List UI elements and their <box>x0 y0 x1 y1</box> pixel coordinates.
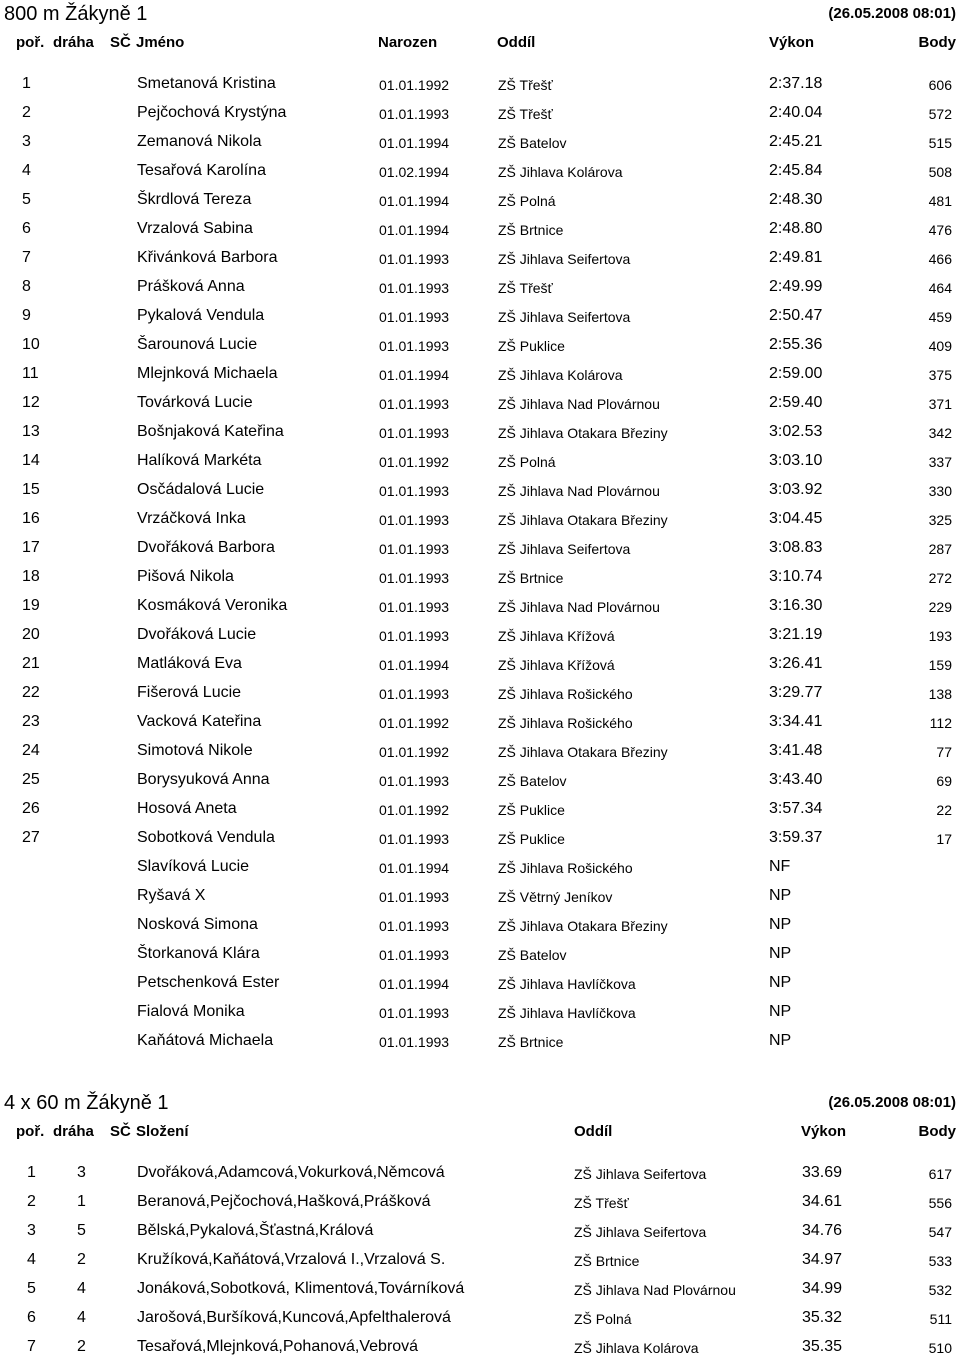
birth-date: 01.01.1992 <box>379 802 450 818</box>
points: 229 <box>928 599 952 615</box>
points: 481 <box>928 193 952 209</box>
place: 5 <box>22 191 31 208</box>
col-club: Oddíl <box>497 34 536 51</box>
result-time: 3:03.92 <box>769 481 823 498</box>
place: 7 <box>22 249 31 266</box>
birth-date: 01.01.1993 <box>379 831 450 847</box>
points: 17 <box>936 831 952 847</box>
points: 287 <box>928 541 952 557</box>
club: ZŠ Jihlava Nad Plovárnou <box>498 483 660 499</box>
place: 18 <box>22 568 40 585</box>
result-row <box>0 619 960 648</box>
athlete-name: Vrzalová Sabina <box>137 220 253 237</box>
points: 510 <box>928 1340 952 1356</box>
athlete-name: Matláková Eva <box>137 655 242 672</box>
result-time: 2:59.00 <box>769 365 823 382</box>
points: 547 <box>928 1224 952 1240</box>
birth-date: 01.01.1994 <box>379 367 450 383</box>
result-time: 2:48.80 <box>769 220 823 237</box>
result-time: 3:10.74 <box>769 568 823 585</box>
relay-col-place: poř. <box>16 1123 45 1140</box>
team-members: Bělská,Pykalová,Šťastná,Králová <box>137 1222 374 1239</box>
athlete-name: Továrková Lucie <box>137 394 253 411</box>
place: 17 <box>22 539 40 556</box>
result-time: 2:55.36 <box>769 336 823 353</box>
athlete-name: Šarounová Lucie <box>137 336 258 353</box>
athlete-name: Halíková Markéta <box>137 452 262 469</box>
result-row <box>0 851 960 880</box>
team-members: Tesařová,Mlejnková,Pohanová,Vebrová <box>137 1338 419 1355</box>
club: ZŠ Jihlava Kolárova <box>574 1340 699 1356</box>
result-row <box>0 184 960 213</box>
athlete-name: Borysyuková Anna <box>137 771 270 788</box>
result-time: NP <box>769 945 792 962</box>
result-time: 3:26.41 <box>769 655 823 672</box>
result-row <box>0 503 960 532</box>
result-time: 2:48.30 <box>769 191 823 208</box>
points: 22 <box>936 802 952 818</box>
club: ZŠ Polná <box>498 454 556 470</box>
birth-date: 01.01.1993 <box>379 338 450 354</box>
result-time: NP <box>769 1032 792 1049</box>
birth-date: 01.01.1993 <box>379 599 450 615</box>
result-row <box>0 590 960 619</box>
club: ZŠ Větrný Jeníkov <box>498 889 613 905</box>
points: 193 <box>928 628 952 644</box>
result-row <box>0 474 960 503</box>
lane: 4 <box>77 1309 86 1326</box>
club: ZŠ Jihlava Otakara Březiny <box>498 425 668 441</box>
athlete-name: Křivánková Barbora <box>137 249 278 266</box>
athlete-name: Smetanová Kristina <box>137 75 276 92</box>
points: 112 <box>929 715 952 731</box>
result-time: 2:50.47 <box>769 307 823 324</box>
lane: 4 <box>77 1280 86 1297</box>
points: 159 <box>928 657 952 673</box>
col-lane: dráha <box>53 34 94 51</box>
place: 6 <box>22 220 31 237</box>
result-row <box>0 271 960 300</box>
place: 4 <box>22 162 31 179</box>
club: ZŠ Jihlava Nad Plovárnou <box>498 599 660 615</box>
col-born: Narozen <box>378 34 438 51</box>
result-time: 33.69 <box>802 1164 843 1181</box>
result-time: NP <box>769 887 792 904</box>
place: 19 <box>22 597 40 614</box>
result-time: 3:34.41 <box>769 713 823 730</box>
athlete-name: Osčádalová Lucie <box>137 481 265 498</box>
result-time: 2:49.81 <box>769 249 823 266</box>
birth-date: 01.02.1994 <box>379 164 450 180</box>
birth-date: 01.01.1994 <box>379 193 450 209</box>
result-row <box>0 938 960 967</box>
place: 6 <box>27 1309 36 1326</box>
athlete-name: Mlejnková Michaela <box>137 365 278 382</box>
points: 337 <box>928 454 952 470</box>
team-members: Jarošová,Buršíková,Kuncová,Apfelthalerová <box>137 1309 451 1326</box>
col-num: SČ <box>110 34 131 51</box>
points: 572 <box>928 106 952 122</box>
birth-date: 01.01.1994 <box>379 860 450 876</box>
result-row <box>0 329 960 358</box>
club: ZŠ Jihlava Otakara Březiny <box>498 512 668 528</box>
place: 4 <box>27 1251 36 1268</box>
place: 11 <box>22 365 39 382</box>
result-time: 2:45.84 <box>769 162 823 179</box>
result-row <box>0 822 960 851</box>
club: ZŠ Jihlava Rošického <box>498 860 633 876</box>
club: ZŠ Jihlava Seifertova <box>498 309 631 325</box>
points: 459 <box>928 309 952 325</box>
points: 617 <box>928 1166 952 1182</box>
result-time: NF <box>769 858 791 875</box>
points: 466 <box>928 251 952 267</box>
birth-date: 01.01.1993 <box>379 570 450 586</box>
result-time: 2:59.40 <box>769 394 823 411</box>
club: ZŠ Jihlava Křížová <box>498 628 615 644</box>
points: 515 <box>928 135 952 151</box>
result-time: 2:45.21 <box>769 133 823 150</box>
club: ZŠ Jihlava Rošického <box>498 715 633 731</box>
club: ZŠ Puklice <box>498 831 565 847</box>
result-time: 3:43.40 <box>769 771 823 788</box>
place: 27 <box>22 829 40 846</box>
points: 409 <box>928 338 952 354</box>
points: 532 <box>928 1282 952 1298</box>
result-time: 3:29.77 <box>769 684 823 701</box>
result-row <box>0 735 960 764</box>
relay-row <box>0 1273 960 1302</box>
athlete-name: Ryšavá X <box>137 887 206 904</box>
club: ZŠ Batelov <box>498 947 567 963</box>
result-time: 35.35 <box>802 1338 843 1355</box>
athlete-name: Škrdlová Tereza <box>137 191 252 208</box>
birth-date: 01.01.1994 <box>379 222 450 238</box>
club: ZŠ Puklice <box>498 338 565 354</box>
points: 533 <box>928 1253 952 1269</box>
club: ZŠ Jihlava Seifertova <box>498 541 631 557</box>
result-time: 34.99 <box>802 1280 843 1297</box>
points: 556 <box>928 1195 952 1211</box>
birth-date: 01.01.1993 <box>379 251 450 267</box>
club: ZŠ Jihlava Nad Plovárnou <box>498 396 660 412</box>
place: 15 <box>22 481 40 498</box>
result-time: 3:03.10 <box>769 452 823 469</box>
athlete-name: Vrzáčková Inka <box>137 510 246 527</box>
place: 5 <box>27 1280 36 1297</box>
points: 342 <box>928 425 952 441</box>
club: ZŠ Brtnice <box>574 1253 640 1269</box>
birth-date: 01.01.1994 <box>379 657 450 673</box>
relay-row <box>0 1157 960 1186</box>
relay-col-team: Složení <box>136 1123 189 1140</box>
athlete-name: Petschenková Ester <box>137 974 280 991</box>
result-time: 34.97 <box>802 1251 843 1268</box>
result-time: NP <box>769 974 792 991</box>
result-time: 3:57.34 <box>769 800 823 817</box>
athlete-name: Zemanová Nikola <box>137 133 262 150</box>
athlete-name: Sobotková Vendula <box>137 829 275 846</box>
athlete-name: Prášková Anna <box>137 278 245 295</box>
club: ZŠ Jihlava Seifertova <box>574 1166 707 1182</box>
relay-row <box>0 1186 960 1215</box>
points: 138 <box>928 686 952 702</box>
result-row <box>0 561 960 590</box>
points: 272 <box>928 570 952 586</box>
result-row <box>0 677 960 706</box>
points: 508 <box>928 164 952 180</box>
result-row <box>0 416 960 445</box>
result-time: 3:02.53 <box>769 423 823 440</box>
result-row <box>0 126 960 155</box>
place: 24 <box>22 742 40 759</box>
place: 10 <box>22 336 40 353</box>
col-place: poř. <box>16 34 45 51</box>
result-row <box>0 909 960 938</box>
athlete-name: Kaňátová Michaela <box>137 1032 274 1049</box>
athlete-name: Pykalová Vendula <box>137 307 265 324</box>
relay-col-points: Body <box>918 1123 956 1140</box>
club: ZŠ Třešť <box>574 1195 629 1211</box>
club: ZŠ Brtnice <box>498 1034 564 1050</box>
club: ZŠ Jihlava Kolárova <box>498 367 623 383</box>
place: 2 <box>22 104 31 121</box>
relay-row <box>0 1331 960 1360</box>
result-time: 35.32 <box>802 1309 843 1326</box>
place: 26 <box>22 800 40 817</box>
result-time: 3:59.37 <box>769 829 823 846</box>
relay-date: (26.05.2008 08:01) <box>828 1094 956 1111</box>
lane: 2 <box>77 1338 86 1355</box>
club: ZŠ Brtnice <box>498 222 564 238</box>
col-name: Jméno <box>136 34 185 51</box>
place: 22 <box>22 684 40 701</box>
birth-date: 01.01.1994 <box>379 135 450 151</box>
birth-date: 01.01.1992 <box>379 715 450 731</box>
lane: 3 <box>77 1164 86 1181</box>
result-row <box>0 213 960 242</box>
team-members: Kružíková,Kaňátová,Vrzalová I.,Vrzalová S. <box>137 1251 446 1268</box>
result-time: 3:08.83 <box>769 539 823 556</box>
athlete-name: Dvořáková Lucie <box>137 626 257 643</box>
result-row <box>0 880 960 909</box>
club: ZŠ Třešť <box>498 106 553 122</box>
lane: 5 <box>77 1222 86 1239</box>
result-time: 3:04.45 <box>769 510 823 527</box>
team-members: Dvořáková,Adamcová,Vokurková,Němcová <box>137 1164 445 1181</box>
birth-date: 01.01.1993 <box>379 396 450 412</box>
birth-date: 01.01.1993 <box>379 889 450 905</box>
points: 375 <box>928 367 952 383</box>
birth-date: 01.01.1993 <box>379 541 450 557</box>
club: ZŠ Puklice <box>498 802 565 818</box>
club: ZŠ Jihlava Havlíčkova <box>498 976 636 992</box>
club: ZŠ Jihlava Otakara Březiny <box>498 744 668 760</box>
club: ZŠ Jihlava Křížová <box>498 657 615 673</box>
points: 77 <box>936 744 952 760</box>
place: 9 <box>22 307 31 324</box>
relay-col-num: SČ <box>110 1123 131 1140</box>
points: 330 <box>928 483 952 499</box>
result-row <box>0 387 960 416</box>
team-members: Beranová,Pejčochová,Hašková,Prášková <box>137 1193 431 1210</box>
individual-date: (26.05.2008 08:01) <box>828 5 956 22</box>
birth-date: 01.01.1994 <box>379 976 450 992</box>
club: ZŠ Jihlava Rošického <box>498 686 633 702</box>
relay-title: 4 x 60 m Žákyně 1 <box>4 1092 169 1114</box>
club: ZŠ Třešť <box>498 77 553 93</box>
place: 7 <box>27 1338 36 1355</box>
birth-date: 01.01.1993 <box>379 309 450 325</box>
club: ZŠ Brtnice <box>498 570 564 586</box>
birth-date: 01.01.1993 <box>379 1005 450 1021</box>
result-time: 2:40.04 <box>769 104 823 121</box>
points: 325 <box>928 512 952 528</box>
place: 25 <box>22 771 40 788</box>
result-row <box>0 445 960 474</box>
points: 606 <box>928 77 952 93</box>
athlete-name: Simotová Nikole <box>137 742 253 759</box>
place: 13 <box>22 423 40 440</box>
points: 476 <box>928 222 952 238</box>
athlete-name: Kosmáková Veronika <box>137 597 288 614</box>
result-time: 34.61 <box>802 1193 843 1210</box>
club: ZŠ Batelov <box>498 773 567 789</box>
birth-date: 01.01.1993 <box>379 106 450 122</box>
athlete-name: Vacková Kateřina <box>137 713 262 730</box>
place: 1 <box>27 1164 36 1181</box>
result-row <box>0 648 960 677</box>
result-row <box>0 793 960 822</box>
result-time: 34.76 <box>802 1222 843 1239</box>
result-row <box>0 967 960 996</box>
place: 21 <box>22 655 40 672</box>
points: 511 <box>929 1311 952 1327</box>
points: 371 <box>928 396 952 412</box>
result-row <box>0 1025 960 1054</box>
athlete-name: Bošnjaková Kateřina <box>137 423 284 440</box>
athlete-name: Fialová Monika <box>137 1003 245 1020</box>
athlete-name: Tesařová Karolína <box>137 162 266 179</box>
result-row <box>0 532 960 561</box>
place: 23 <box>22 713 40 730</box>
birth-date: 01.01.1992 <box>379 454 450 470</box>
birth-date: 01.01.1993 <box>379 773 450 789</box>
result-time: NP <box>769 916 792 933</box>
club: ZŠ Polná <box>574 1311 632 1327</box>
result-row <box>0 242 960 271</box>
result-time: NP <box>769 1003 792 1020</box>
birth-date: 01.01.1992 <box>379 744 450 760</box>
birth-date: 01.01.1993 <box>379 512 450 528</box>
athlete-name: Fišerová Lucie <box>137 684 242 701</box>
birth-date: 01.01.1993 <box>379 425 450 441</box>
place: 2 <box>27 1193 36 1210</box>
birth-date: 01.01.1993 <box>379 483 450 499</box>
place: 1 <box>22 75 31 92</box>
birth-date: 01.01.1993 <box>379 628 450 644</box>
birth-date: 01.01.1993 <box>379 947 450 963</box>
result-row <box>0 706 960 735</box>
col-result: Výkon <box>769 34 815 51</box>
birth-date: 01.01.1993 <box>379 918 450 934</box>
result-row <box>0 764 960 793</box>
result-time: 3:21.19 <box>769 626 823 643</box>
result-row <box>0 996 960 1025</box>
result-row <box>0 300 960 329</box>
relay-col-result: Výkon <box>801 1123 847 1140</box>
athlete-name: Dvořáková Barbora <box>137 539 275 556</box>
result-time: 2:49.99 <box>769 278 823 295</box>
relay-row <box>0 1215 960 1244</box>
athlete-name: Pišová Nikola <box>137 568 234 585</box>
club: ZŠ Polná <box>498 193 556 209</box>
result-row <box>0 68 960 97</box>
place: 12 <box>22 394 40 411</box>
athlete-name: Štorkanová Klára <box>137 945 260 962</box>
club: ZŠ Jihlava Nad Plovárnou <box>574 1282 736 1298</box>
club: ZŠ Jihlava Otakara Březiny <box>498 918 668 934</box>
place: 20 <box>22 626 40 643</box>
individual-title: 800 m Žákyně 1 <box>4 3 148 25</box>
club: ZŠ Třešť <box>498 280 553 296</box>
result-row <box>0 97 960 126</box>
birth-date: 01.01.1993 <box>379 686 450 702</box>
place: 16 <box>22 510 40 527</box>
club: ZŠ Jihlava Seifertova <box>574 1224 707 1240</box>
relay-row <box>0 1302 960 1331</box>
birth-date: 01.01.1993 <box>379 1034 450 1050</box>
relay-col-lane: dráha <box>53 1123 94 1140</box>
result-time: 2:37.18 <box>769 75 823 92</box>
col-points: Body <box>918 34 956 51</box>
team-members: Jonáková,Sobotková, Klimentová,Továrníková <box>137 1280 465 1297</box>
points: 69 <box>936 773 952 789</box>
club: ZŠ Jihlava Kolárova <box>498 164 623 180</box>
place: 14 <box>22 452 40 469</box>
place: 3 <box>27 1222 36 1239</box>
athlete-name: Nosková Simona <box>137 916 258 933</box>
club: ZŠ Jihlava Havlíčkova <box>498 1005 636 1021</box>
result-row <box>0 155 960 184</box>
result-time: 3:41.48 <box>769 742 823 759</box>
birth-date: 01.01.1993 <box>379 280 450 296</box>
points: 464 <box>928 280 952 296</box>
club: ZŠ Jihlava Seifertova <box>498 251 631 267</box>
relay-col-club: Oddíl <box>574 1123 613 1140</box>
athlete-name: Slavíková Lucie <box>137 858 250 875</box>
relay-row <box>0 1244 960 1273</box>
lane: 2 <box>77 1251 86 1268</box>
athlete-name: Pejčochová Krystýna <box>137 104 287 121</box>
place: 8 <box>22 278 31 295</box>
birth-date: 01.01.1992 <box>379 77 450 93</box>
club: ZŠ Batelov <box>498 135 567 151</box>
result-row <box>0 358 960 387</box>
place: 3 <box>22 133 31 150</box>
result-time: 3:16.30 <box>769 597 823 614</box>
athlete-name: Hosová Aneta <box>137 800 237 817</box>
lane: 1 <box>77 1193 86 1210</box>
